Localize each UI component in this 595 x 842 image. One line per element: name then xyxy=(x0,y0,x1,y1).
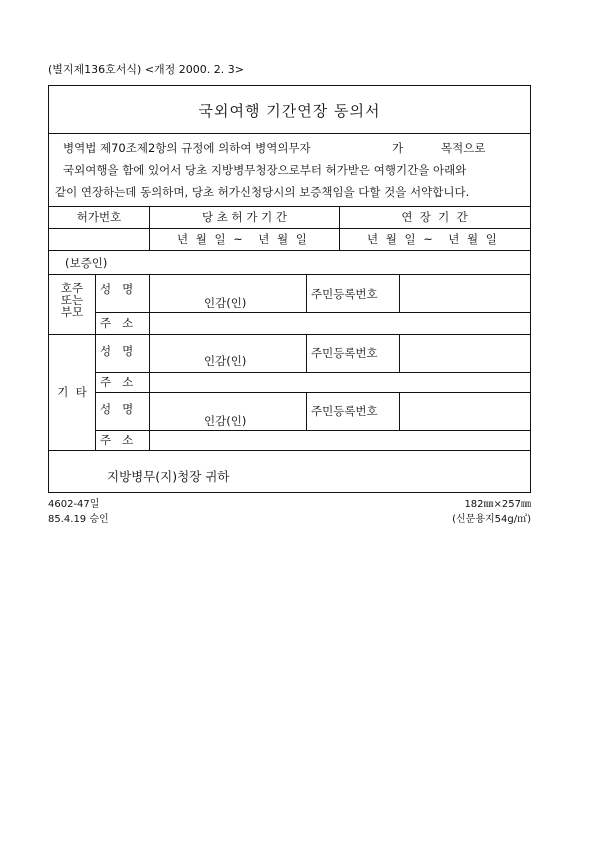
intro-line-1c: 목적으로 xyxy=(441,141,486,155)
divider-household-row xyxy=(95,312,530,313)
resident-number-label: 주민등록번호 xyxy=(311,404,378,418)
period-col-divider-1 xyxy=(149,206,150,250)
seal-label: 인감(인) xyxy=(204,354,247,368)
extension-date-range[interactable]: 년 월 일 ~ 년 월 일 xyxy=(367,232,497,246)
guarantor-label: (보증인) xyxy=(65,256,108,270)
resident-col-divider xyxy=(399,392,400,430)
resident-number-label: 주민등록번호 xyxy=(311,346,378,360)
form-number-note: (별지제136호서식) <개정 2000. 2. 3> xyxy=(48,63,244,76)
intro-line-1a: 병역법 제70조제2항의 규정에 의하여 병역의무자 xyxy=(63,141,311,155)
addressee: 지방병무(지)청장 귀하 xyxy=(107,469,230,484)
name-label: 성 명 xyxy=(100,402,134,416)
group-col-divider xyxy=(95,274,96,450)
divider-title xyxy=(49,133,530,134)
resident-col-divider xyxy=(399,334,400,372)
seal-col-divider xyxy=(306,274,307,312)
intro-line-3: 같이 연장하는데 동의하며, 당초 허가신청당시의 보증책임을 다할 것을 서약합니다. xyxy=(55,185,470,199)
seal-col-divider xyxy=(306,334,307,372)
resident-col-divider xyxy=(399,274,400,312)
divider-period-body xyxy=(49,250,530,251)
intro-line-1b: 가 xyxy=(392,141,404,155)
divider-period-head xyxy=(49,228,530,229)
divider-other-1-row xyxy=(95,372,530,373)
permit-number-header: 허가번호 xyxy=(76,210,122,224)
divider-intro xyxy=(49,206,530,207)
consent-form xyxy=(48,85,531,493)
seal-label: 인감(인) xyxy=(204,296,247,310)
address-label: 주 소 xyxy=(100,316,134,330)
address-label: 주 소 xyxy=(100,433,134,447)
divider-other-2-row xyxy=(95,430,530,431)
form-title: 국외여행 기간연장 동의서 xyxy=(198,102,381,120)
address-label: 주 소 xyxy=(100,375,134,389)
footer-approval: 85.4.19 승인 xyxy=(48,514,109,525)
label-col-divider xyxy=(149,274,150,450)
divider-other-1-end xyxy=(95,392,530,393)
footer-code: 4602-47일 xyxy=(48,499,100,510)
seal-label: 인감(인) xyxy=(204,414,247,428)
intro-line-2: 국외여행을 함에 있어서 당초 지방병무청장으로부터 허가받은 여행기간을 아래와 xyxy=(63,163,467,177)
extension-period-header: 연 장 기 간 xyxy=(401,210,468,224)
name-label: 성 명 xyxy=(100,344,134,358)
divider-guarantor xyxy=(49,274,530,275)
period-col-divider-2 xyxy=(339,206,340,250)
original-period-header: 당 초 허 가 기 간 xyxy=(202,210,287,224)
other-guarantor-label: 기 타 xyxy=(57,385,87,399)
footer-paper: (신문용지54g/㎡) xyxy=(452,514,531,525)
name-label: 성 명 xyxy=(100,282,134,296)
seal-col-divider xyxy=(306,392,307,430)
resident-number-label: 주민등록번호 xyxy=(311,287,378,301)
divider-guarantor-end xyxy=(49,450,530,451)
footer-size: 182㎜×257㎜ xyxy=(464,499,531,510)
divider-household-end xyxy=(49,334,530,335)
original-date-range[interactable]: 년 월 일 ~ 년 월 일 xyxy=(177,232,307,246)
household-head-or-parent-label: 호주 또는 부모 xyxy=(60,281,84,319)
